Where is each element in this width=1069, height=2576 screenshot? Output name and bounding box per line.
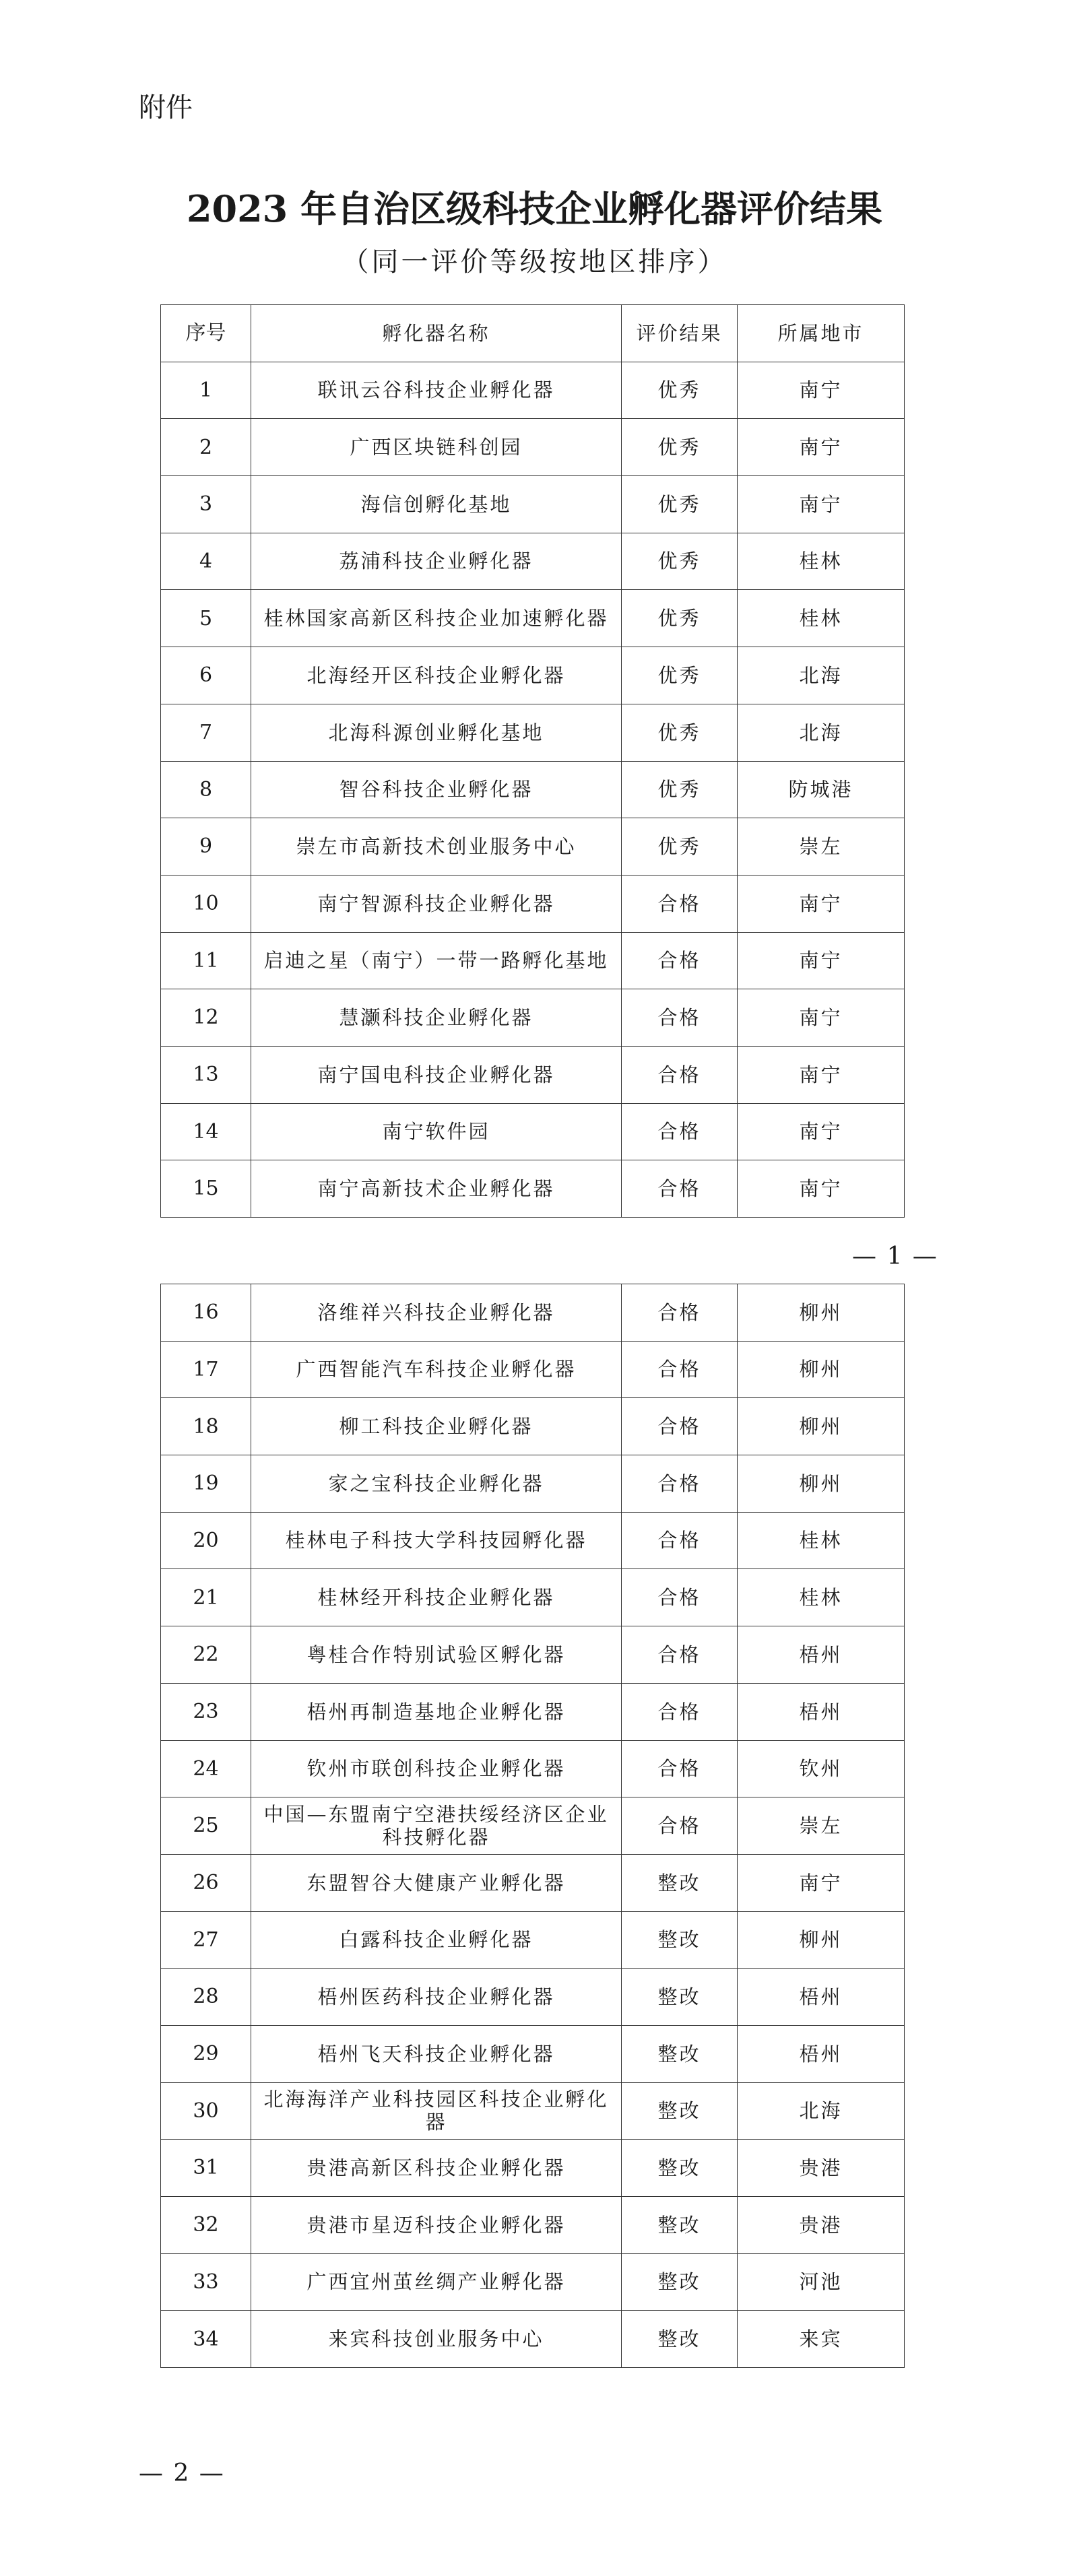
- document-title: 2023 年自治区级科技企业孵化器评价结果: [186, 187, 883, 230]
- row-index: 20: [161, 1512, 251, 1569]
- row-index: 17: [161, 1341, 251, 1398]
- city: 南宁: [738, 362, 905, 419]
- incubator-name: 广西宜州茧丝绸产业孵化器: [251, 2253, 622, 2311]
- incubator-name: 贵港市星迈科技企业孵化器: [251, 2197, 622, 2254]
- incubator-name: 梧州再制造基地企业孵化器: [251, 1683, 622, 1740]
- evaluation-result: 优秀: [622, 761, 738, 818]
- incubator-name: 南宁软件园: [251, 1103, 622, 1160]
- incubator-name: 崇左市高新技术创业服务中心: [251, 818, 622, 876]
- city: 南宁: [738, 419, 905, 476]
- table-row: [161, 419, 905, 476]
- table-row: [161, 818, 905, 876]
- table-row: [161, 1455, 905, 1513]
- evaluation-result: 整改: [622, 2197, 738, 2254]
- evaluation-result: 合格: [622, 1284, 738, 1342]
- city: 柳州: [738, 1341, 905, 1398]
- evaluation-result: 整改: [622, 2140, 738, 2197]
- evaluation-result: 合格: [622, 875, 738, 932]
- row-index: 11: [161, 932, 251, 989]
- incubator-name: 南宁高新技术企业孵化器: [251, 1160, 622, 1218]
- table-row: [161, 1969, 905, 2026]
- city: 北海: [738, 704, 905, 761]
- header-city: 所属地市: [738, 305, 905, 362]
- evaluation-result: 优秀: [622, 476, 738, 533]
- row-index: 2: [161, 419, 251, 476]
- evaluation-result: 优秀: [622, 647, 738, 704]
- row-index: 31: [161, 2140, 251, 2197]
- results-table-page-1: [160, 304, 905, 1218]
- incubator-name: 启迪之星（南宁）一带一路孵化基地: [251, 932, 622, 989]
- incubator-name: 来宾科技创业服务中心: [251, 2311, 622, 2368]
- city: 来宾: [738, 2311, 905, 2368]
- city: 梧州: [738, 1683, 905, 1740]
- city: 桂林: [738, 533, 905, 590]
- evaluation-result: 整改: [622, 1911, 738, 1969]
- city: 防城港: [738, 761, 905, 818]
- evaluation-result: 合格: [622, 1740, 738, 1797]
- incubator-name: 北海经开区科技企业孵化器: [251, 647, 622, 704]
- table-row: [161, 1284, 905, 1342]
- evaluation-result: 合格: [622, 1797, 738, 1855]
- evaluation-result: 合格: [622, 1341, 738, 1398]
- city: 南宁: [738, 932, 905, 989]
- city: 贵港: [738, 2197, 905, 2254]
- city: 柳州: [738, 1284, 905, 1342]
- row-index: 18: [161, 1398, 251, 1455]
- table-row: [161, 2082, 905, 2140]
- row-index: 13: [161, 1046, 251, 1103]
- city: 南宁: [738, 476, 905, 533]
- city: 柳州: [738, 1455, 905, 1513]
- row-index: 19: [161, 1455, 251, 1513]
- evaluation-result: 合格: [622, 1455, 738, 1513]
- incubator-name: 联讯云谷科技企业孵化器: [251, 362, 622, 419]
- row-index: 7: [161, 704, 251, 761]
- city: 梧州: [738, 2025, 905, 2082]
- table-body-page-2: [161, 1284, 905, 2368]
- table-row: [161, 704, 905, 761]
- city: 桂林: [738, 1569, 905, 1626]
- city: 桂林: [738, 1512, 905, 1569]
- incubator-name: 钦州市联创科技企业孵化器: [251, 1740, 622, 1797]
- row-index: 22: [161, 1626, 251, 1684]
- incubator-name: 广西区块链科创园: [251, 419, 622, 476]
- incubator-name: 北海海洋产业科技园区科技企业孵化器: [251, 2082, 622, 2140]
- row-index: 14: [161, 1103, 251, 1160]
- table-row: [161, 1683, 905, 1740]
- city: 南宁: [738, 1046, 905, 1103]
- row-index: 34: [161, 2311, 251, 2368]
- row-index: 15: [161, 1160, 251, 1218]
- table-row: [161, 476, 905, 533]
- incubator-name: 桂林电子科技大学科技园孵化器: [251, 1512, 622, 1569]
- evaluation-result: 合格: [622, 1569, 738, 1626]
- city: 南宁: [738, 1103, 905, 1160]
- evaluation-result: 整改: [622, 1854, 738, 1911]
- evaluation-result: 合格: [622, 1626, 738, 1684]
- evaluation-result: 优秀: [622, 362, 738, 419]
- table-row: [161, 875, 905, 932]
- table-row: [161, 1797, 905, 1855]
- incubator-name: 智谷科技企业孵化器: [251, 761, 622, 818]
- results-table-page-2: [160, 1284, 905, 2368]
- row-index: 33: [161, 2253, 251, 2311]
- row-index: 4: [161, 533, 251, 590]
- row-index: 32: [161, 2197, 251, 2254]
- evaluation-result: 优秀: [622, 590, 738, 647]
- city: 钦州: [738, 1740, 905, 1797]
- table-row: [161, 1854, 905, 1911]
- row-index: 12: [161, 989, 251, 1047]
- evaluation-result: 合格: [622, 1160, 738, 1218]
- city: 河池: [738, 2253, 905, 2311]
- row-index: 8: [161, 761, 251, 818]
- evaluation-result: 合格: [622, 1103, 738, 1160]
- document-subtitle: （同一评价等级按地区排序）: [342, 246, 727, 277]
- evaluation-result: 整改: [622, 2082, 738, 2140]
- header-incubator-name: 孵化器名称: [251, 305, 622, 362]
- incubator-name: 南宁智源科技企业孵化器: [251, 875, 622, 932]
- incubator-name: 桂林国家高新区科技企业加速孵化器: [251, 590, 622, 647]
- row-index: 16: [161, 1284, 251, 1342]
- table-row: [161, 2197, 905, 2254]
- incubator-name: 中国—东盟南宁空港扶绥经济区企业科技孵化器: [251, 1797, 622, 1855]
- incubator-name: 荔浦科技企业孵化器: [251, 533, 622, 590]
- header-index: 序号: [161, 305, 251, 362]
- incubator-name: 贵港高新区科技企业孵化器: [251, 2140, 622, 2197]
- incubator-name: 北海科源创业孵化基地: [251, 704, 622, 761]
- row-index: 26: [161, 1854, 251, 1911]
- city: 柳州: [738, 1911, 905, 1969]
- city: 崇左: [738, 1797, 905, 1855]
- evaluation-result: 合格: [622, 989, 738, 1047]
- table-row: [161, 1740, 905, 1797]
- table-row: [161, 362, 905, 419]
- city: 崇左: [738, 818, 905, 876]
- table-row: [161, 533, 905, 590]
- table-row: [161, 761, 905, 818]
- table-row: [161, 1911, 905, 1969]
- table-row: [161, 2140, 905, 2197]
- evaluation-result: 合格: [622, 932, 738, 989]
- table-row: [161, 2253, 905, 2311]
- incubator-name: 广西智能汽车科技企业孵化器: [251, 1341, 622, 1398]
- city: 梧州: [738, 1969, 905, 2026]
- evaluation-result: 整改: [622, 1969, 738, 2026]
- evaluation-result: 优秀: [622, 419, 738, 476]
- row-index: 24: [161, 1740, 251, 1797]
- table-row: [161, 932, 905, 989]
- row-index: 3: [161, 476, 251, 533]
- evaluation-result: 合格: [622, 1046, 738, 1103]
- table-header-row: [161, 305, 905, 362]
- table-row: [161, 1398, 905, 1455]
- incubator-name: 梧州飞天科技企业孵化器: [251, 2025, 622, 2082]
- row-index: 6: [161, 647, 251, 704]
- row-index: 23: [161, 1683, 251, 1740]
- evaluation-result: 优秀: [622, 533, 738, 590]
- table-row: [161, 1103, 905, 1160]
- evaluation-result: 合格: [622, 1683, 738, 1740]
- row-index: 5: [161, 590, 251, 647]
- table-row: [161, 647, 905, 704]
- table-row: [161, 2311, 905, 2368]
- row-index: 1: [161, 362, 251, 419]
- incubator-name: 慧灏科技企业孵化器: [251, 989, 622, 1047]
- incubator-name: 梧州医药科技企业孵化器: [251, 1969, 622, 2026]
- city: 柳州: [738, 1398, 905, 1455]
- evaluation-result: 合格: [622, 1512, 738, 1569]
- evaluation-result: 整改: [622, 2311, 738, 2368]
- city: 桂林: [738, 590, 905, 647]
- row-index: 30: [161, 2082, 251, 2140]
- incubator-name: 粤桂合作特别试验区孵化器: [251, 1626, 622, 1684]
- incubator-name: 白露科技企业孵化器: [251, 1911, 622, 1969]
- city: 北海: [738, 2082, 905, 2140]
- evaluation-result: 优秀: [622, 704, 738, 761]
- row-index: 27: [161, 1911, 251, 1969]
- row-index: 29: [161, 2025, 251, 2082]
- evaluation-result: 优秀: [622, 818, 738, 876]
- row-index: 10: [161, 875, 251, 932]
- header-result: 评价结果: [622, 305, 738, 362]
- row-index: 28: [161, 1969, 251, 2026]
- page-number-1: — 1 —: [852, 1243, 938, 1270]
- city: 北海: [738, 647, 905, 704]
- table-row: [161, 1626, 905, 1684]
- table-row: [161, 1341, 905, 1398]
- row-index: 25: [161, 1797, 251, 1855]
- attachment-label: 附件: [139, 92, 193, 123]
- table-row: [161, 1046, 905, 1103]
- incubator-name: 家之宝科技企业孵化器: [251, 1455, 622, 1513]
- incubator-name: 柳工科技企业孵化器: [251, 1398, 622, 1455]
- city: 贵港: [738, 2140, 905, 2197]
- incubator-name: 南宁国电科技企业孵化器: [251, 1046, 622, 1103]
- incubator-name: 海信创孵化基地: [251, 476, 622, 533]
- city: 南宁: [738, 989, 905, 1047]
- table-row: [161, 590, 905, 647]
- row-index: 9: [161, 818, 251, 876]
- evaluation-result: 整改: [622, 2253, 738, 2311]
- table-row: [161, 1160, 905, 1218]
- city: 南宁: [738, 1854, 905, 1911]
- city: 南宁: [738, 1160, 905, 1218]
- row-index: 21: [161, 1569, 251, 1626]
- incubator-name: 东盟智谷大健康产业孵化器: [251, 1854, 622, 1911]
- page-number-2: — 2 —: [139, 2459, 225, 2487]
- city: 南宁: [738, 875, 905, 932]
- table-row: [161, 2025, 905, 2082]
- city: 梧州: [738, 1626, 905, 1684]
- table-row: [161, 989, 905, 1047]
- table-row: [161, 1569, 905, 1626]
- evaluation-result: 合格: [622, 1398, 738, 1455]
- incubator-name: 桂林经开科技企业孵化器: [251, 1569, 622, 1626]
- incubator-name: 洛维祥兴科技企业孵化器: [251, 1284, 622, 1342]
- table-body-page-1: [161, 362, 905, 1217]
- table-row: [161, 1512, 905, 1569]
- evaluation-result: 整改: [622, 2025, 738, 2082]
